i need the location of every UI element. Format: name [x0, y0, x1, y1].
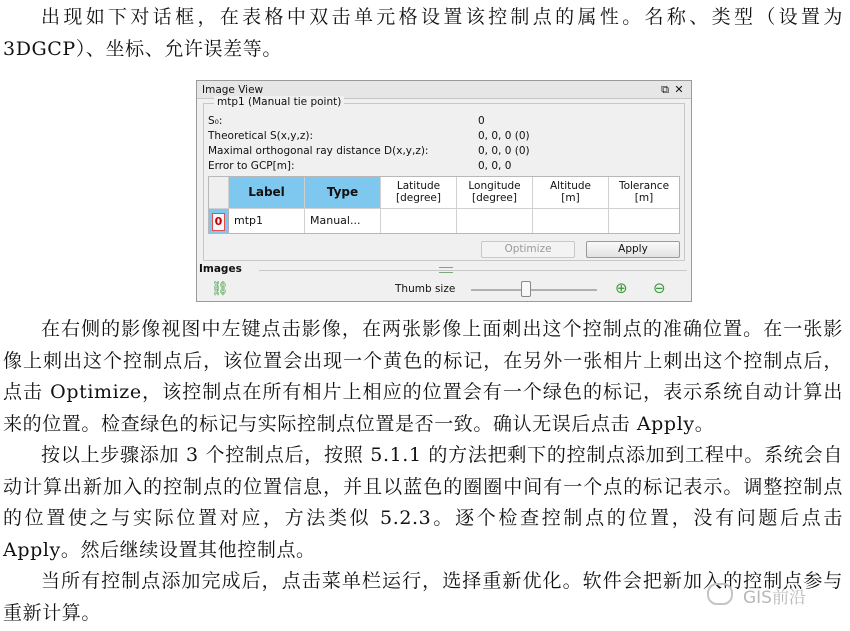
cell-latitude[interactable] [381, 209, 457, 233]
restore-icon[interactable]: ⧉ [661, 82, 669, 96]
theoretical-s-label: Theoretical S(x,y,z): [208, 130, 314, 142]
paragraph: 按以上步骤添加 3 个控制点后，按照 5.1.1 的方法把剩下的控制点添加到工程中。系统会自动计算出新加入的控制点的位置信息，并且以蓝色的圈圈中间有一个点的标记表示。调整控制点的位置使之与实际位置对应，方法类似 5.2.3。逐个检查控制点的位置，没有问题后点击 Apply。然后继续设置其他控制点。 [3, 444, 843, 561]
column-header-type[interactable]: Type [305, 177, 381, 209]
ray-distance-label: Maximal orthogonal ray distance D(x,y,z): [208, 145, 429, 157]
column-header-tolerance[interactable]: Tolerance [m] [609, 177, 679, 209]
column-header-longitude[interactable]: Longitude [degree] [457, 177, 533, 209]
ray-distance-value: 0, 0, 0 (0) [478, 145, 530, 157]
paragraph: 出现如下对话框，在表格中双击单元格设置该控制点的属性。名称、类型（设置为3DGCP）、坐标、允许误差等。 [3, 6, 843, 60]
link-icon[interactable]: ⛓ [211, 281, 229, 297]
thumb-size-slider-handle[interactable] [521, 281, 531, 297]
row-index: 0 [212, 213, 225, 231]
zoom-out-icon[interactable]: ⊖ [653, 279, 666, 297]
images-section-header [197, 264, 691, 276]
theoretical-s-value: 0, 0, 0 (0) [478, 130, 530, 142]
close-icon[interactable]: ✕ [674, 83, 684, 96]
cell-tolerance[interactable] [609, 209, 679, 233]
thumbnail-toolbar [197, 278, 691, 300]
s0-label: S₀: [208, 115, 223, 127]
image-view-dialog [196, 80, 692, 302]
thumb-size-slider[interactable] [471, 289, 597, 291]
cell-label[interactable]: mtp1 [229, 209, 305, 233]
apply-button[interactable]: Apply [586, 241, 680, 258]
intro-text [3, 2, 843, 65]
optimize-button[interactable]: Optimize [481, 241, 575, 258]
error-to-gcp-value: 0, 0, 0 [478, 160, 512, 172]
corner-header [209, 177, 229, 209]
cell-type[interactable]: Manual... [305, 209, 381, 233]
splitter-grip[interactable] [439, 267, 453, 273]
column-header-altitude[interactable]: Altitude [m] [533, 177, 609, 209]
thumb-size-label: Thumb size [395, 283, 456, 295]
column-header-label[interactable]: Label [229, 177, 305, 209]
watermark [707, 580, 837, 610]
paragraph: 在右侧的影像视图中左键点击影像，在两张影像上面刺出这个控制点的准确位置。在一张影像上刺出这个控制点后，该位置会出现一个黄色的标记，在另外一张相片上刺出这个控制点后，点击 Optimize，该控制点在所有相片上相应的位置会有一个绿色的标记，表示系统自动计算出来的位置。检查绿色的标记与实际控制点位置是否一致。确认无误后点击 Apply。 [3, 318, 843, 435]
zoom-in-icon[interactable]: ⊕ [615, 279, 628, 297]
cell-longitude[interactable] [457, 209, 533, 233]
paragraph: 当所有控制点添加完成后，点击菜单栏运行，选择重新优化。软件会把新加入的控制点参与重新计算。 [3, 570, 843, 624]
dialog-title: Image View [202, 83, 264, 96]
divider [259, 270, 687, 271]
s0-value: 0 [478, 115, 485, 127]
cell-altitude[interactable] [533, 209, 609, 233]
tie-point-group [203, 96, 685, 261]
group-label: mtp1 (Manual tie point) [214, 96, 344, 108]
column-header-latitude[interactable]: Latitude [degree] [381, 177, 457, 209]
row-header[interactable] [209, 209, 229, 233]
control-point-table [208, 176, 680, 234]
watermark-text: GIS前沿 [743, 588, 806, 608]
wechat-icon [707, 583, 733, 605]
images-label: Images [199, 263, 242, 275]
error-to-gcp-label: Error to GCP[m]: [208, 160, 295, 172]
